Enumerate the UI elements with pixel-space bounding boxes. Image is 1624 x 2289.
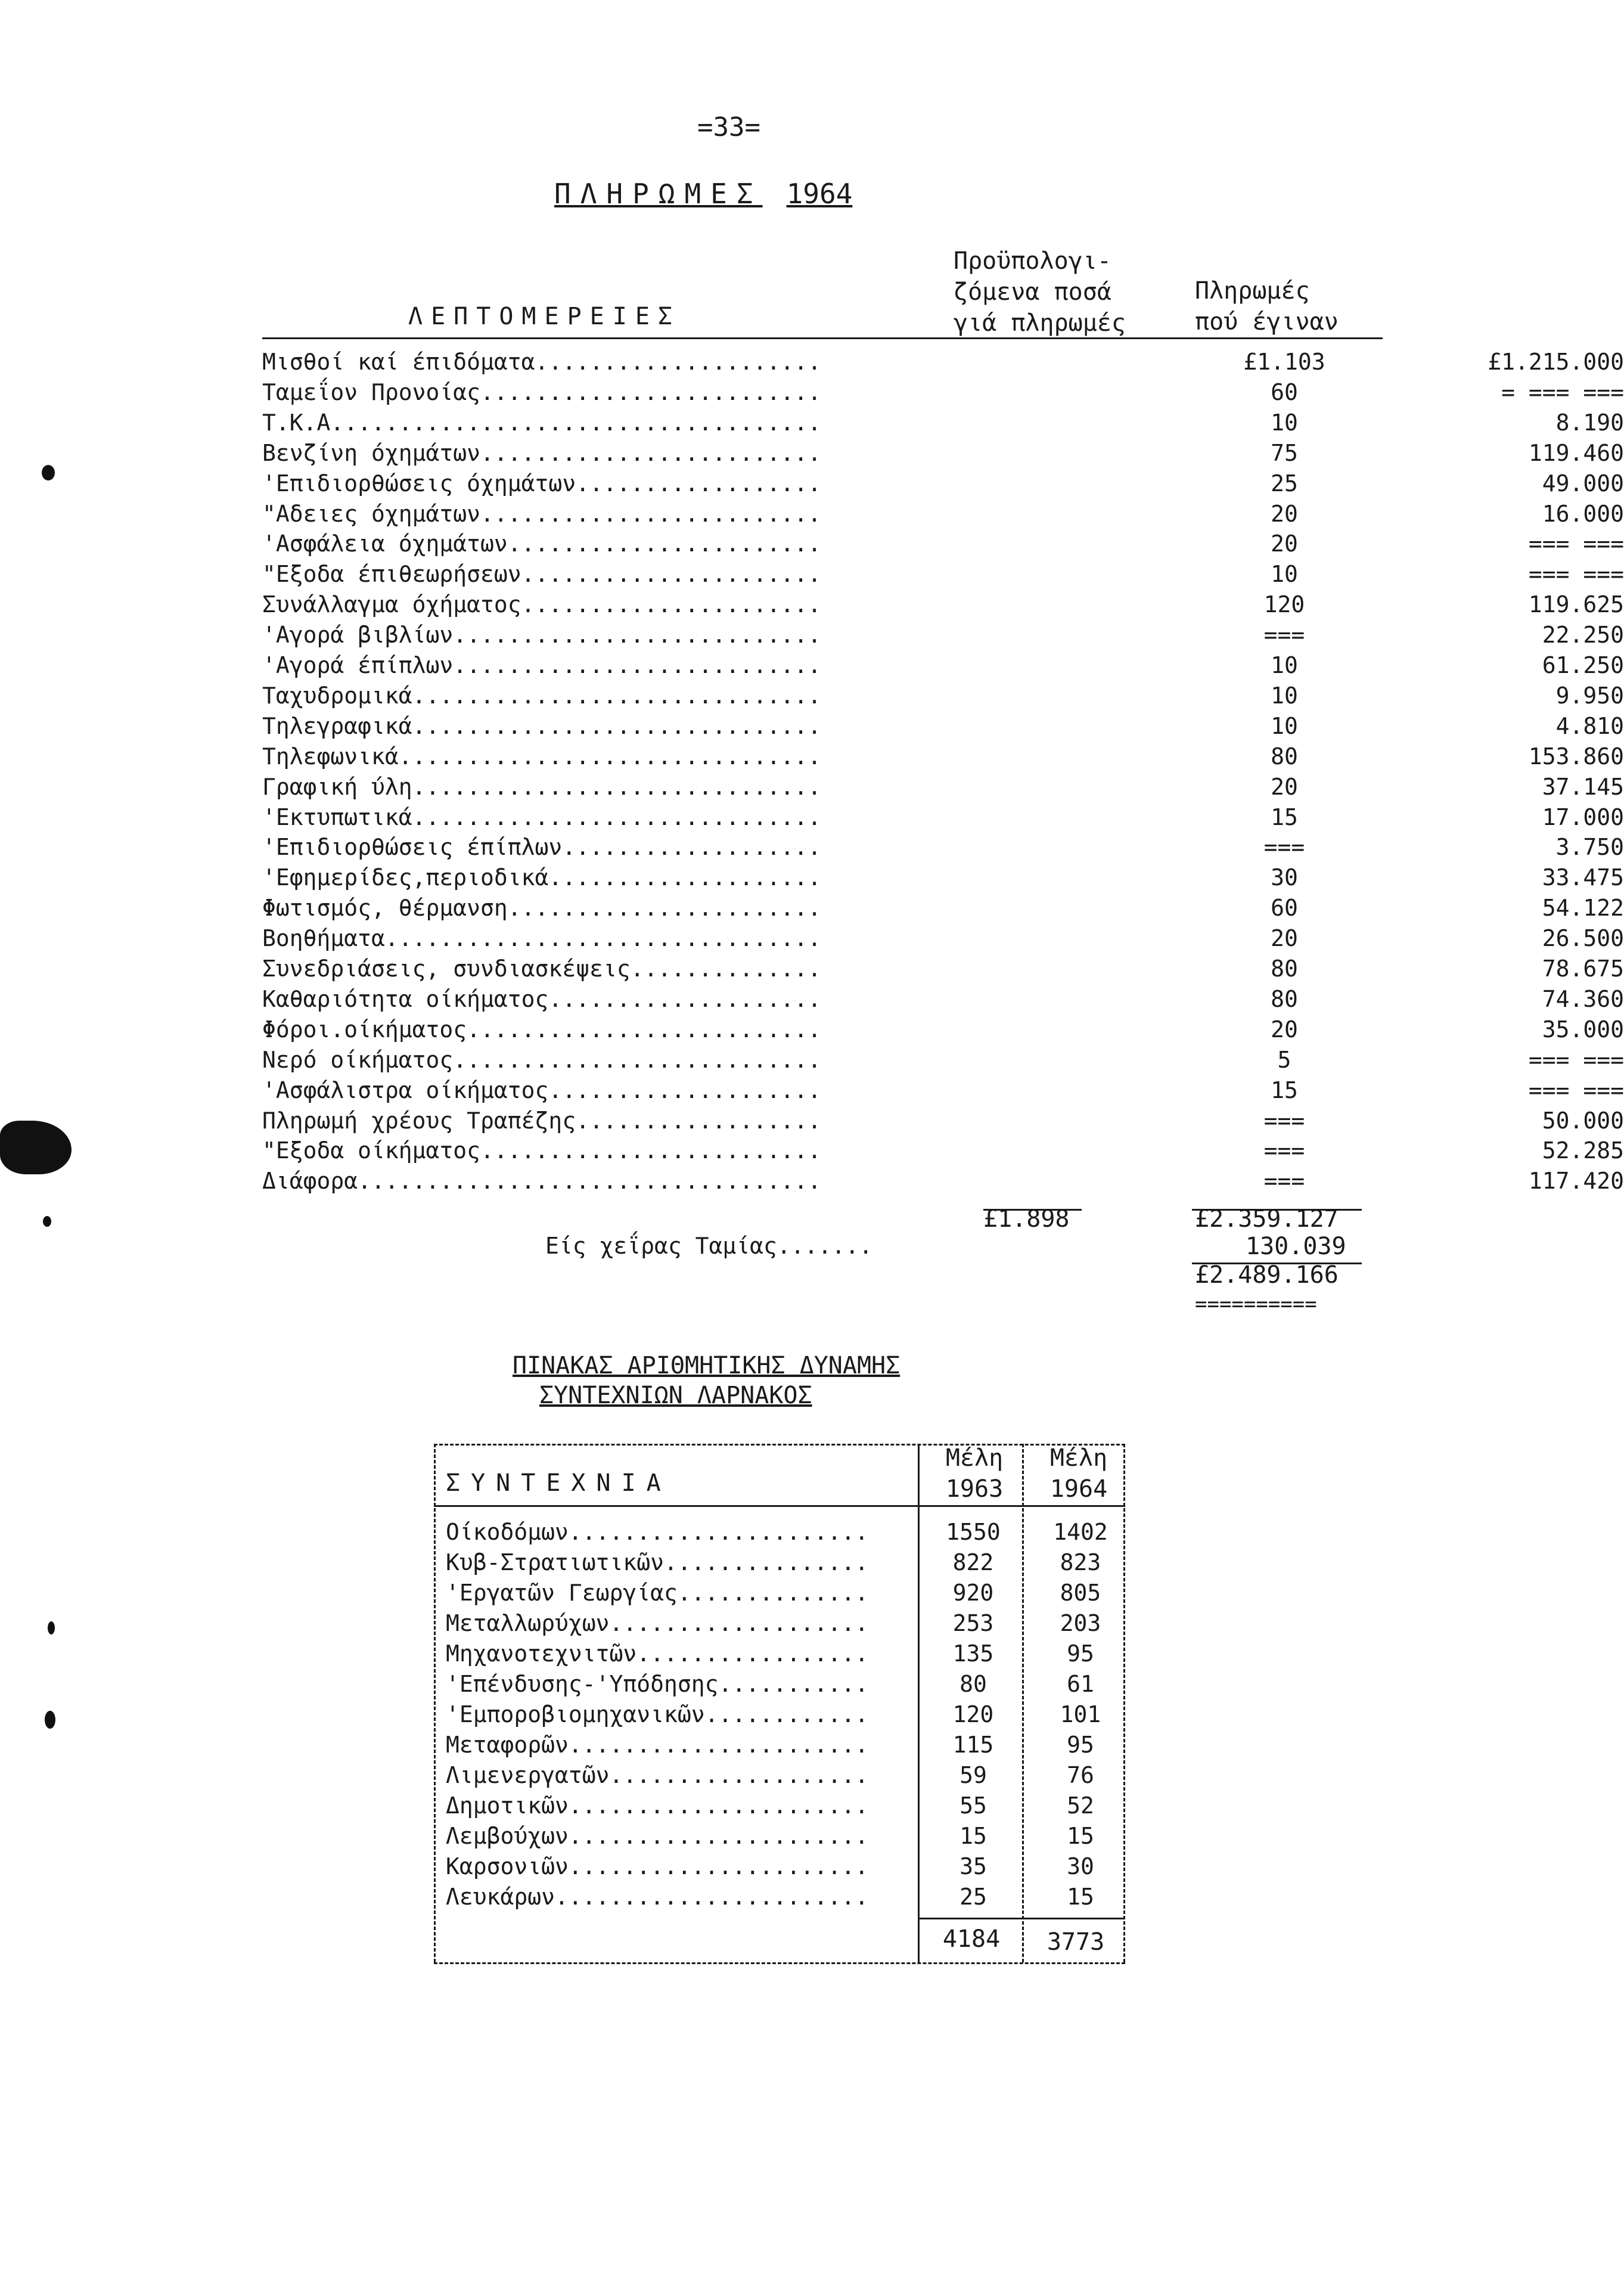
scan-speck	[42, 465, 55, 480]
payment-budget: ===	[1263, 1168, 1305, 1195]
payment-budget: 10	[1271, 682, 1298, 709]
membership-row	[446, 1547, 1131, 1578]
payment-budget: ===	[1263, 622, 1305, 649]
payment-row	[262, 469, 1624, 498]
scan-speck	[45, 1711, 55, 1729]
payment-paid: £1.215.000	[1488, 349, 1624, 375]
payment-paid: 61.250	[1542, 652, 1624, 678]
payment-row	[262, 1075, 1624, 1105]
payment-budget: 10	[1271, 409, 1298, 436]
membership-1964: 95	[1067, 1732, 1094, 1758]
membership-1963: 59	[960, 1762, 987, 1788]
payment-paid: 22.250	[1542, 622, 1624, 649]
payment-row	[262, 347, 1624, 377]
membership-label: Οίκοδόμων......................	[446, 1519, 869, 1545]
page-title	[554, 178, 852, 210]
membership-1963: 822	[952, 1549, 994, 1575]
payment-paid: 37.145	[1542, 773, 1624, 800]
membership-1963: 253	[952, 1610, 994, 1636]
payment-row	[262, 954, 1624, 984]
payment-row	[262, 984, 1624, 1014]
payment-budget: 20	[1271, 531, 1298, 557]
payment-row	[262, 1136, 1624, 1165]
membership-row	[446, 1608, 1131, 1639]
payment-budget: ===	[1263, 834, 1305, 861]
payment-budget: 120	[1263, 591, 1305, 618]
membership-1964: 203	[1060, 1610, 1101, 1636]
payment-budget: ===	[1263, 1137, 1305, 1164]
membership-1963: 15	[960, 1823, 987, 1849]
payment-budget: 10	[1271, 561, 1298, 588]
payment-budget: 15	[1271, 804, 1298, 830]
header-line: 1963	[945, 1475, 1004, 1503]
title-year: 1964	[786, 178, 853, 210]
payment-budget: 60	[1271, 379, 1298, 405]
payment-budget: 20	[1271, 925, 1298, 952]
membership-total-1963: 4184	[942, 1925, 1001, 1953]
membership-label: Λευκάρων.......................	[446, 1884, 869, 1910]
table-left-border	[434, 1444, 436, 1962]
payment-row	[262, 408, 1624, 438]
total-paid: £2.359.127	[1195, 1205, 1339, 1233]
payment-paid: 153.860	[1528, 743, 1624, 770]
payment-label: Βοηθήματα................................	[262, 925, 821, 952]
header-paid-line: Πληρωμές	[1195, 277, 1310, 305]
membership-1963: 25	[960, 1884, 987, 1910]
membership-subtitle: ΣΥΝΤΕΧΝΙΩΝ ΛΑΡΝΑΚΟΣ	[539, 1382, 812, 1409]
payment-label: Γραφική ύλη..............................	[262, 773, 821, 800]
membership-label: 'Εργατῶν Γεωργίας..............	[446, 1580, 869, 1606]
payment-row	[262, 832, 1624, 862]
payment-row	[262, 620, 1624, 650]
payment-label: Φόροι.οίκήματος..........................	[262, 1016, 821, 1043]
payment-row	[262, 438, 1624, 468]
payment-label: Νερό οίκήματος...........................	[262, 1046, 821, 1073]
payment-label: Φωτισμός, θέρμανση.......................	[262, 895, 821, 922]
payment-budget: 60	[1271, 895, 1298, 922]
membership-1964: 30	[1067, 1853, 1094, 1879]
payment-row	[262, 923, 1624, 953]
header-budget-line: Προϋπολογι-	[954, 247, 1111, 275]
total-budget: £1.898	[983, 1205, 1070, 1233]
header-underline	[262, 337, 1383, 339]
payment-paid: === ===	[1528, 1046, 1624, 1073]
payment-label: Συνάλλαγμα όχήματος......................	[262, 591, 821, 618]
membership-1964: 15	[1067, 1884, 1094, 1910]
membership-label: Δημοτικῶν......................	[446, 1792, 869, 1819]
membership-1964: 95	[1067, 1640, 1094, 1667]
payment-row	[262, 590, 1624, 619]
payment-label: "Αδειες όχημάτων.........................	[262, 500, 821, 527]
membership-1963: 80	[960, 1671, 987, 1697]
payment-row	[262, 377, 1624, 407]
payment-label: 'Αγορά έπίπλων...........................	[262, 652, 821, 678]
membership-row	[446, 1639, 1131, 1669]
payment-paid: 4.810	[1555, 712, 1624, 739]
payment-paid: 54.122	[1542, 895, 1624, 922]
payment-budget: 30	[1271, 864, 1298, 891]
payment-label: 'Ασφάλεια όχημάτων.......................	[262, 531, 821, 557]
payment-budget: 20	[1271, 773, 1298, 800]
payment-label: Βενζίνη όχημάτων.........................	[262, 439, 821, 466]
payment-paid: === ===	[1528, 1077, 1624, 1103]
payment-label: Τηλεγραφικά..............................	[262, 712, 821, 739]
membership-1964: 805	[1060, 1580, 1101, 1606]
payment-budget: 80	[1271, 956, 1298, 982]
payment-paid: 119.460	[1528, 439, 1624, 466]
payment-row	[262, 650, 1624, 680]
treasurer-amount: 130.039	[1246, 1233, 1346, 1260]
payment-label: Συνεδριάσεις, συνδιασκέψεις..............	[262, 956, 821, 982]
membership-1963: 135	[952, 1640, 994, 1667]
membership-row	[446, 1669, 1131, 1699]
membership-header-1963	[930, 1443, 1019, 1505]
membership-1963: 55	[960, 1792, 987, 1819]
payment-paid: 50.000	[1542, 1107, 1624, 1134]
membership-label: Μηχανοτεχνιτῶν.................	[446, 1640, 869, 1667]
payment-label: Τηλεφωνικά...............................	[262, 743, 821, 770]
payment-paid: = === ===	[1501, 379, 1624, 405]
membership-label: 'Επένδυσης-'Υπόδησης...........	[446, 1671, 869, 1697]
membership-1963: 120	[952, 1701, 994, 1727]
payment-row	[262, 772, 1624, 802]
payment-budget: £1.103	[1243, 349, 1325, 375]
membership-total-1964: 3773	[1047, 1928, 1105, 1956]
payment-label: "Εξοδα έπιθεωρήσεων......................	[262, 561, 821, 588]
header-line: 1964	[1049, 1475, 1108, 1503]
grand-total: £2.489.166	[1195, 1261, 1339, 1289]
title-text: ΠΛΗΡΩΜΕΣ	[554, 178, 763, 210]
header-budget-line: ζόμενα ποσά	[954, 278, 1111, 306]
grand-total-double-rule: ==========	[1195, 1292, 1317, 1316]
payment-paid: 78.675	[1542, 956, 1624, 982]
membership-1964: 1402	[1053, 1519, 1108, 1545]
membership-row	[446, 1791, 1131, 1821]
payment-paid: 8.190	[1555, 409, 1624, 436]
payment-paid: 9.950	[1555, 682, 1624, 709]
payment-row	[262, 1166, 1624, 1196]
membership-1963: 115	[952, 1732, 994, 1758]
header-paid-line: πού έγιναν	[1195, 308, 1339, 336]
payment-budget: 80	[1271, 985, 1298, 1012]
payment-paid: 17.000	[1542, 804, 1624, 830]
membership-row	[446, 1730, 1131, 1760]
payment-label: Πληρωμή χρέους Τραπέζης..................	[262, 1107, 821, 1134]
table-top-border	[434, 1444, 1125, 1446]
payment-paid: 35.000	[1542, 1016, 1624, 1043]
payment-label: Μισθοί καί έπιδόματα.....................	[262, 349, 821, 375]
payment-label: 'Αγορά βιβλίων...........................	[262, 622, 821, 649]
payment-paid: === ===	[1528, 561, 1624, 588]
header-budget	[954, 246, 1126, 339]
membership-row	[446, 1882, 1131, 1912]
payment-row	[262, 1106, 1624, 1136]
payment-paid: 33.475	[1542, 864, 1624, 891]
membership-label: Μεταλλωρύχων...................	[446, 1610, 869, 1636]
payment-label: Ταμεΐον Προνοίας.........................	[262, 379, 821, 405]
membership-label: Λιμενεργατῶν...................	[446, 1762, 869, 1788]
payment-budget: 80	[1271, 743, 1298, 770]
membership-row	[446, 1851, 1131, 1882]
payment-label: 'Ασφάλιστρα οίκήματος....................	[262, 1077, 821, 1103]
payment-row	[262, 742, 1624, 771]
header-details: ΛΕΠΤΟΜΕΡΕΙΕΣ	[408, 303, 681, 330]
payment-paid: 119.625	[1528, 591, 1624, 618]
page-number: =33=	[697, 112, 760, 142]
membership-label: 'Εμποροβιομηχανικῶν............	[446, 1701, 869, 1727]
payment-paid: 3.750	[1555, 834, 1624, 861]
payment-label: 'Εκτυπωτικά..............................	[262, 804, 821, 830]
membership-1963: 35	[960, 1853, 987, 1879]
membership-row	[446, 1821, 1131, 1851]
membership-row	[446, 1699, 1131, 1730]
membership-1964: 52	[1067, 1792, 1094, 1819]
payment-row	[262, 893, 1624, 923]
membership-row	[446, 1760, 1131, 1791]
membership-1963: 1550	[946, 1519, 1001, 1545]
payment-label: 'Επιδιορθώσεις όχημάτων..................	[262, 470, 821, 497]
membership-row	[446, 1517, 1131, 1547]
payment-budget: 10	[1271, 712, 1298, 739]
membership-1964: 823	[1060, 1549, 1101, 1575]
payment-budget: 5	[1277, 1046, 1291, 1073]
payment-row	[262, 711, 1624, 741]
payment-budget: ===	[1263, 1107, 1305, 1134]
payment-row	[262, 529, 1624, 559]
payment-paid: 49.000	[1542, 470, 1624, 497]
header-budget-line: γιά πληρωμές	[954, 309, 1126, 337]
payment-label: "Εξοδα οίκήματος.........................	[262, 1137, 821, 1164]
treasurer-label: Είς χεΐρας Ταμίας.......	[545, 1233, 873, 1259]
scan-blot	[0, 1121, 72, 1174]
payment-paid: 117.420	[1528, 1168, 1624, 1195]
membership-1963: 920	[952, 1580, 994, 1606]
payment-row	[262, 559, 1624, 589]
payment-row	[262, 1015, 1624, 1044]
payment-paid: 74.360	[1542, 985, 1624, 1012]
payment-label: Ταχυδρομικά..............................	[262, 682, 821, 709]
membership-1964: 76	[1067, 1762, 1094, 1788]
table-total-rule	[918, 1918, 1123, 1919]
payment-paid: 52.285	[1542, 1137, 1624, 1164]
membership-1964: 101	[1060, 1701, 1101, 1727]
payment-row	[262, 1045, 1624, 1075]
payment-label: Τ.Κ.Α....................................	[262, 409, 821, 436]
payment-budget: 75	[1271, 439, 1298, 466]
payment-label: 'Εφημερίδες,περιοδικά....................	[262, 864, 821, 891]
payment-budget: 20	[1271, 1016, 1298, 1043]
payment-paid: 16.000	[1542, 500, 1624, 527]
payment-budget: 10	[1271, 652, 1298, 678]
payment-label: Καθαριότητα οίκήματος....................	[262, 985, 821, 1012]
payment-budget: 15	[1271, 1077, 1298, 1103]
membership-label: Μεταφορῶν......................	[446, 1732, 869, 1758]
membership-header-1964	[1034, 1443, 1123, 1505]
header-line: Μέλη	[945, 1444, 1004, 1472]
payment-label: Διάφορα..................................	[262, 1168, 821, 1195]
table-header-rule	[434, 1505, 1125, 1507]
payment-budget: 20	[1271, 500, 1298, 527]
scan-speck	[48, 1621, 55, 1634]
payment-label: 'Επιδιορθώσεις έπίπλων...................	[262, 834, 821, 861]
payment-row	[262, 681, 1624, 711]
payment-budget: 25	[1271, 470, 1298, 497]
payment-row	[262, 499, 1624, 529]
table-bottom-border	[434, 1962, 1125, 1964]
header-paid	[1195, 275, 1339, 337]
header-line: Μέλη	[1049, 1444, 1108, 1472]
membership-title: ΠΙΝΑΚΑΣ ΑΡΙΘΜΗΤΙΚΗΣ ΔΥΝΑΜΗΣ	[513, 1352, 901, 1379]
membership-1964: 15	[1067, 1823, 1094, 1849]
payment-paid: 26.500	[1542, 925, 1624, 952]
membership-header-label: ΣΥΝΤΕΧΝΙΑ	[446, 1469, 672, 1497]
membership-label: Καρσονιῶν......................	[446, 1853, 869, 1879]
scan-speck	[43, 1216, 51, 1227]
membership-label: Κυβ-Στρατιωτικῶν...............	[446, 1549, 869, 1575]
payment-row	[262, 863, 1624, 892]
membership-1964: 61	[1067, 1671, 1094, 1697]
payment-row	[262, 802, 1624, 832]
membership-label: Λεμβούχων......................	[446, 1823, 869, 1849]
membership-row	[446, 1578, 1131, 1608]
payment-paid: === ===	[1528, 531, 1624, 557]
